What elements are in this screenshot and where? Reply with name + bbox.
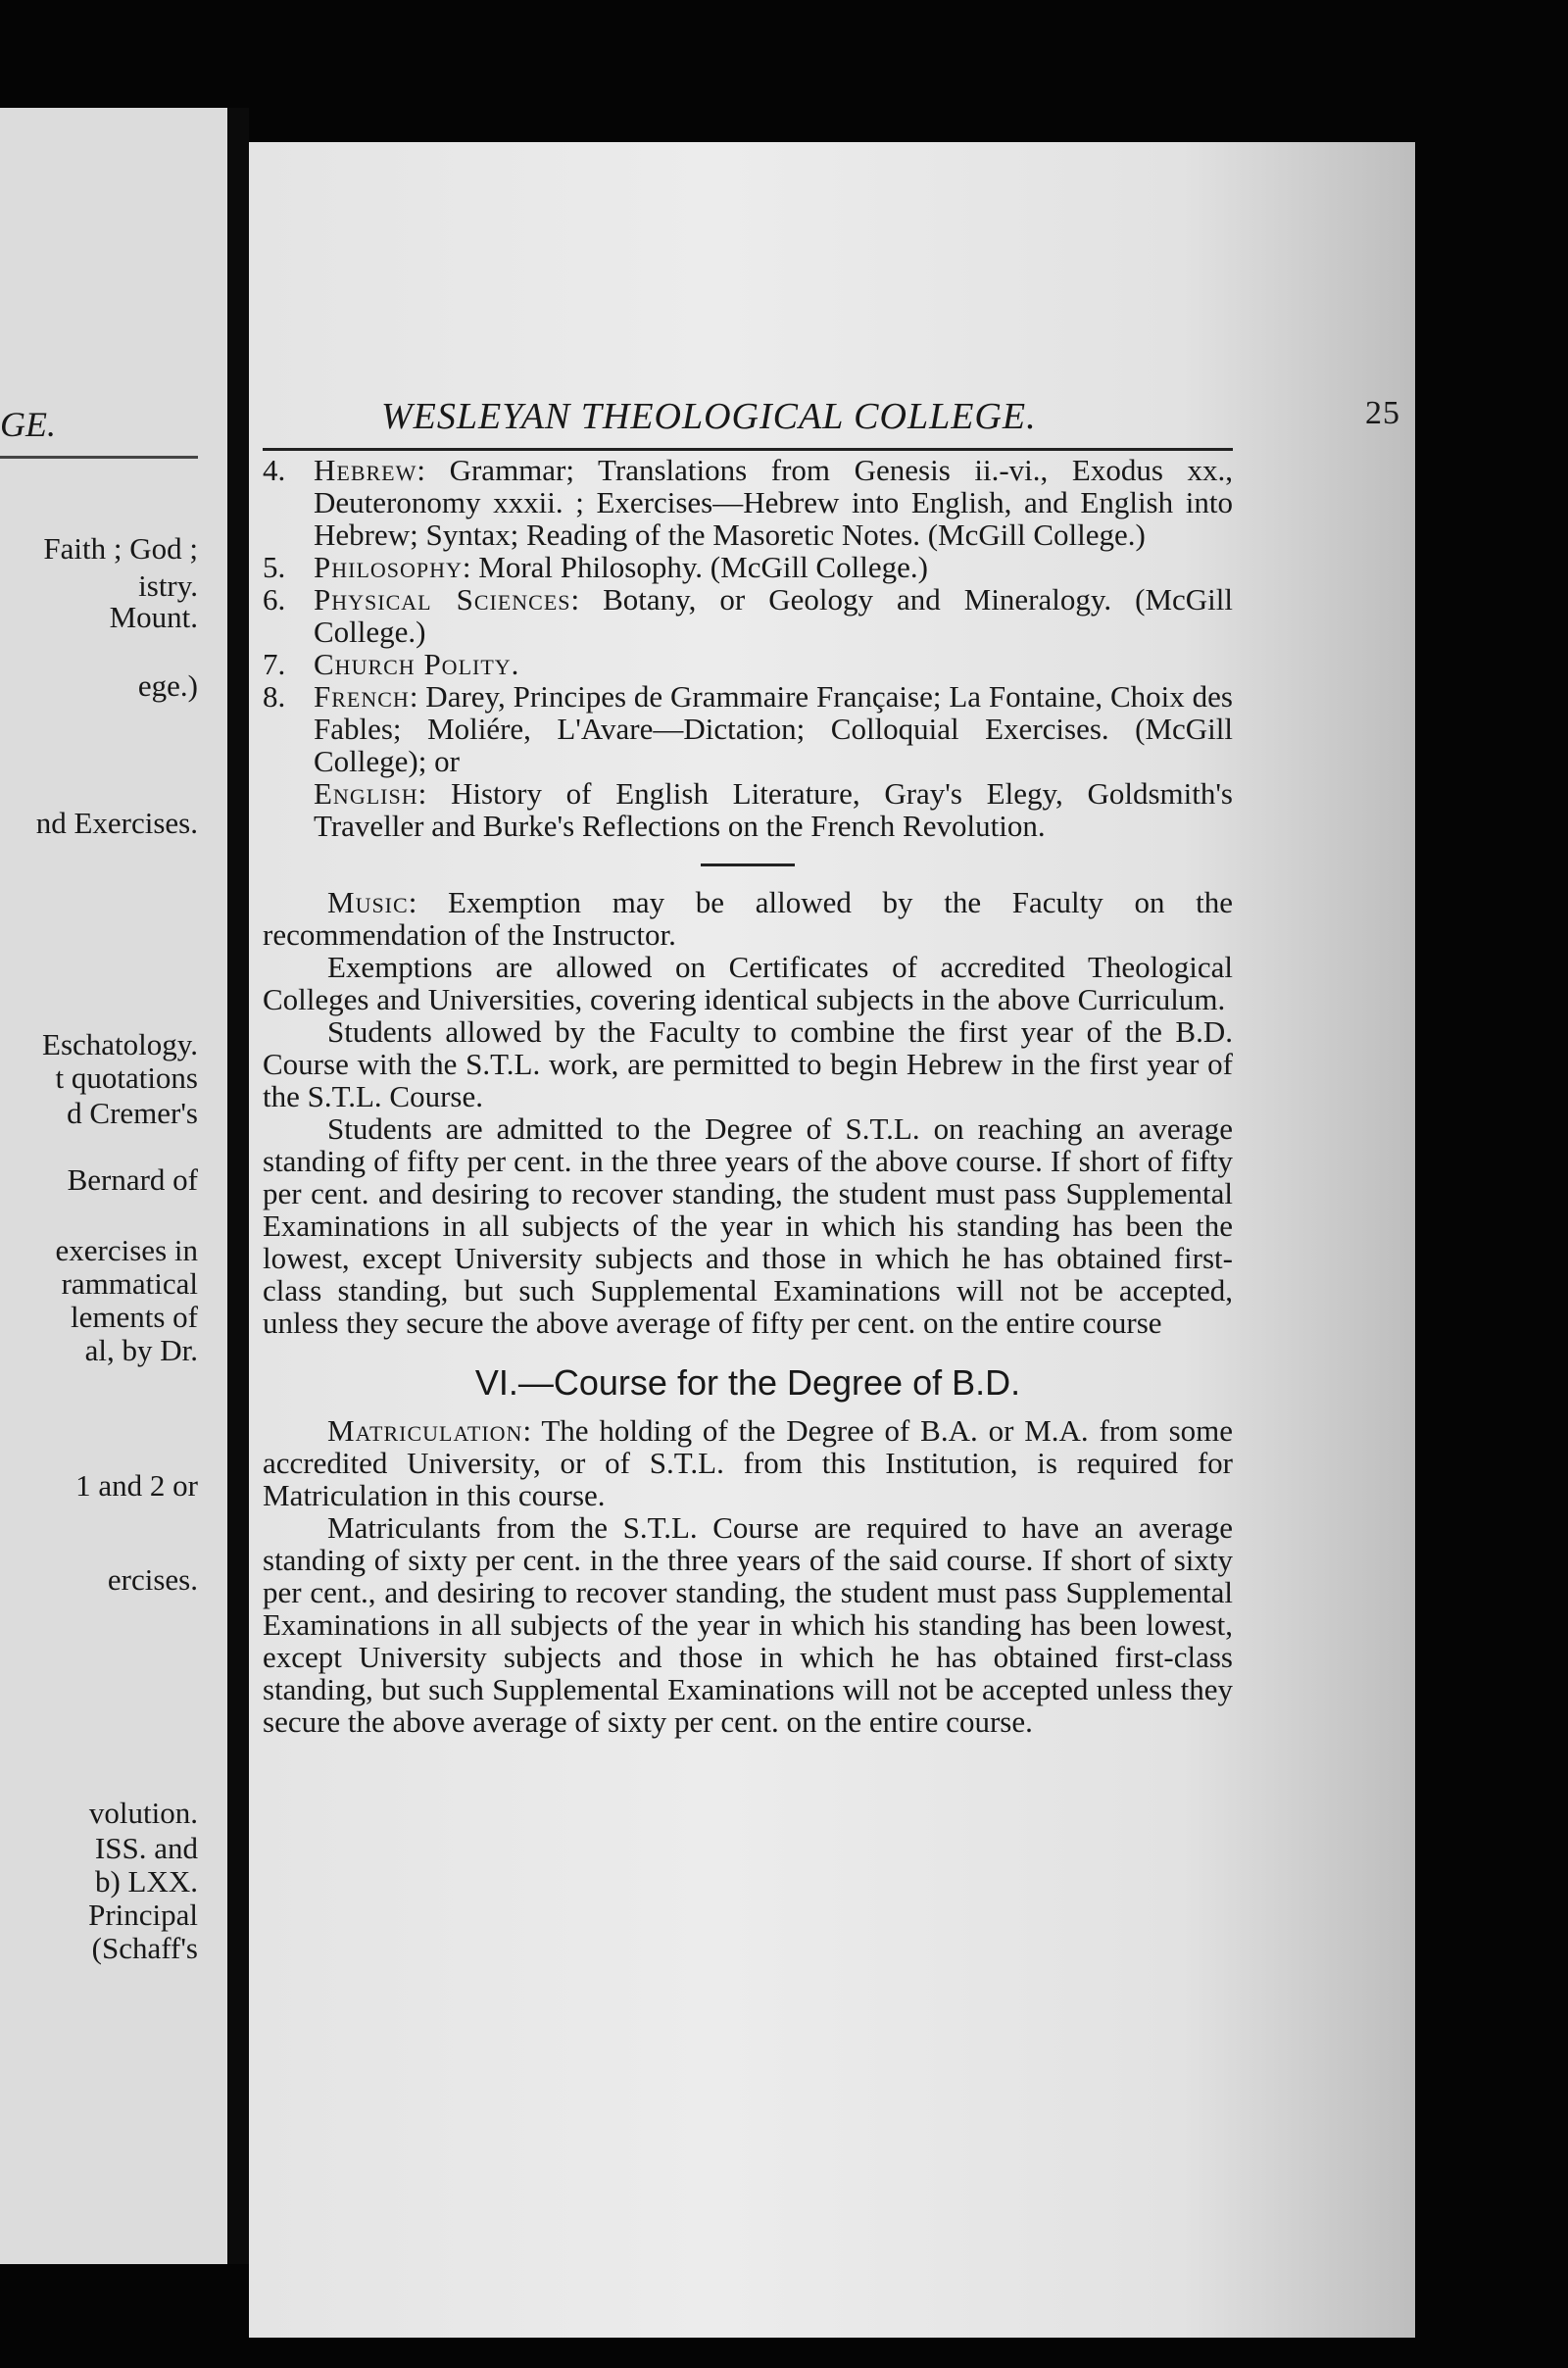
matriculation-text: : The holding of the Degree of B.A. or M.A. from some accredited University, or of S.T.L. from this Institution, is required for Matriculation in this course.	[263, 1413, 1233, 1512]
item-label: English	[314, 776, 418, 811]
page-header-title: WESLEYAN THEOLOGICAL COLLEGE.	[381, 396, 1037, 437]
list-item	[263, 551, 1233, 583]
item-label: Philosophy	[314, 550, 463, 584]
item-text: : History of English Literature, Gray's Elegy, Goldsmith's Traveller and Burke's Reflections on the French Revolution.	[314, 776, 1233, 843]
facing-line: exercises in	[55, 1233, 198, 1267]
music-label: Music	[327, 885, 409, 919]
music-text: : Exemption may be allowed by the Faculty on the recommendation of the Instructor.	[263, 885, 1233, 952]
facing-line: t quotations	[55, 1061, 198, 1095]
paragraph: Students are admitted to the Degree of S.T.L. on reaching an average standing of fifty per cent. in the three years of the above course. If short of fifty per cent. and desiring to recover standing, the student must pass Supplemental Examinations in all subjects of the year in which his standing has been the lowest, except University subjects and those in which he has obtained first-class standing, but such Supplemental Examinations will not be accepted, unless they secure the above average of fifty per cent. on the entire course	[263, 1111, 1233, 1340]
facing-line: Faith ; God ;	[43, 531, 198, 566]
list-item	[263, 583, 1233, 648]
header-rule	[263, 448, 1233, 451]
facing-line: ISS. and	[94, 1831, 198, 1865]
facing-line: rammatical	[61, 1266, 198, 1301]
paragraph: Students allowed by the Faculty to combine the first year of the B.D. Course with the S.T.L. work, are permitted to begin Hebrew in the first year of the S.T.L. Course.	[263, 1014, 1233, 1113]
facing-line: (Schaff's	[91, 1931, 198, 1965]
facing-line: d Cremer's	[67, 1096, 198, 1130]
matriculation-paragraph	[263, 1414, 1233, 1511]
facing-line: istry.	[138, 568, 198, 603]
item-text: : Botany, or Geology and Mineralogy. (McGill College.)	[314, 582, 1233, 649]
item-label: French	[314, 679, 410, 714]
item-number: 6.	[263, 582, 286, 617]
facing-line: nd Exercises.	[35, 806, 198, 840]
facing-line: lements of	[71, 1300, 198, 1334]
item-text: : Grammar; Translations from Genesis ii.-vi., Exodus xx., Deuteronomy xxxii. ; Exercises—Hebrew into English, and English into Hebrew; Syntax; Reading of the Masoretic Notes. (McGill College.)	[314, 453, 1233, 552]
facing-line: Principal	[88, 1898, 198, 1932]
paragraph: Exemptions are allowed on Certificates of accredited Theological Colleges and Universities, covering identical subjects in the above Curriculum.	[263, 950, 1233, 1016]
item-label: Physical Sciences	[314, 582, 571, 617]
item-number: 4.	[263, 453, 286, 487]
item-label: Church Polity.	[314, 647, 520, 681]
item-text: : Darey, Principes de Grammaire Française; La Fontaine, Choix des Fables; Moliére, L'Avare—Dictation; Colloquial Exercises. (McGill College); or	[314, 679, 1233, 778]
facing-page-rule	[0, 456, 198, 459]
section-divider	[701, 863, 795, 866]
item-number: 7.	[263, 647, 286, 681]
paragraph: Matriculants from the S.T.L. Course are required to have an average standing of sixty per cent. in the three years of the said course. If short of sixty per cent., and desiring to recover standing, the student must pass Supplemental Examinations in all subjects of the year in which his standing has been lowest, except University subjects and those in which he has obtained first-class standing, but such Supplemental Examinations will not be accepted unless they secure the above average of sixty per cent. on the entire course.	[263, 1510, 1233, 1739]
list-item	[263, 454, 1233, 551]
matriculation-label: Matriculation	[327, 1413, 523, 1448]
section-heading: VI.—Course for the Degree of B.D.	[474, 1362, 1021, 1403]
facing-line: volution.	[88, 1796, 198, 1830]
facing-line: Mount.	[109, 600, 198, 634]
facing-line: b) LXX.	[94, 1864, 198, 1899]
facing-page-fragment	[0, 108, 227, 2264]
facing-line: 1 and 2 or	[75, 1468, 198, 1503]
music-note	[263, 886, 1233, 951]
page-body	[263, 454, 1233, 1738]
facing-line: ercises.	[107, 1562, 198, 1597]
page-gutter	[227, 108, 249, 2264]
item-text: : Moral Philosophy. (McGill College.)	[462, 550, 928, 584]
facing-line: Eschatology.	[42, 1027, 198, 1061]
page-number: 25	[1365, 395, 1400, 431]
english-option	[263, 777, 1233, 842]
item-number: 5.	[263, 550, 286, 584]
book-page	[249, 142, 1415, 2338]
list-item	[263, 680, 1233, 777]
item-label: Hebrew	[314, 453, 417, 487]
list-item	[263, 648, 1233, 680]
item-number: 8.	[263, 679, 286, 714]
facing-line: al, by Dr.	[84, 1333, 198, 1367]
facing-page-header: GE.	[0, 405, 56, 444]
facing-line: Bernard of	[67, 1162, 198, 1197]
facing-line: ege.)	[137, 668, 198, 703]
